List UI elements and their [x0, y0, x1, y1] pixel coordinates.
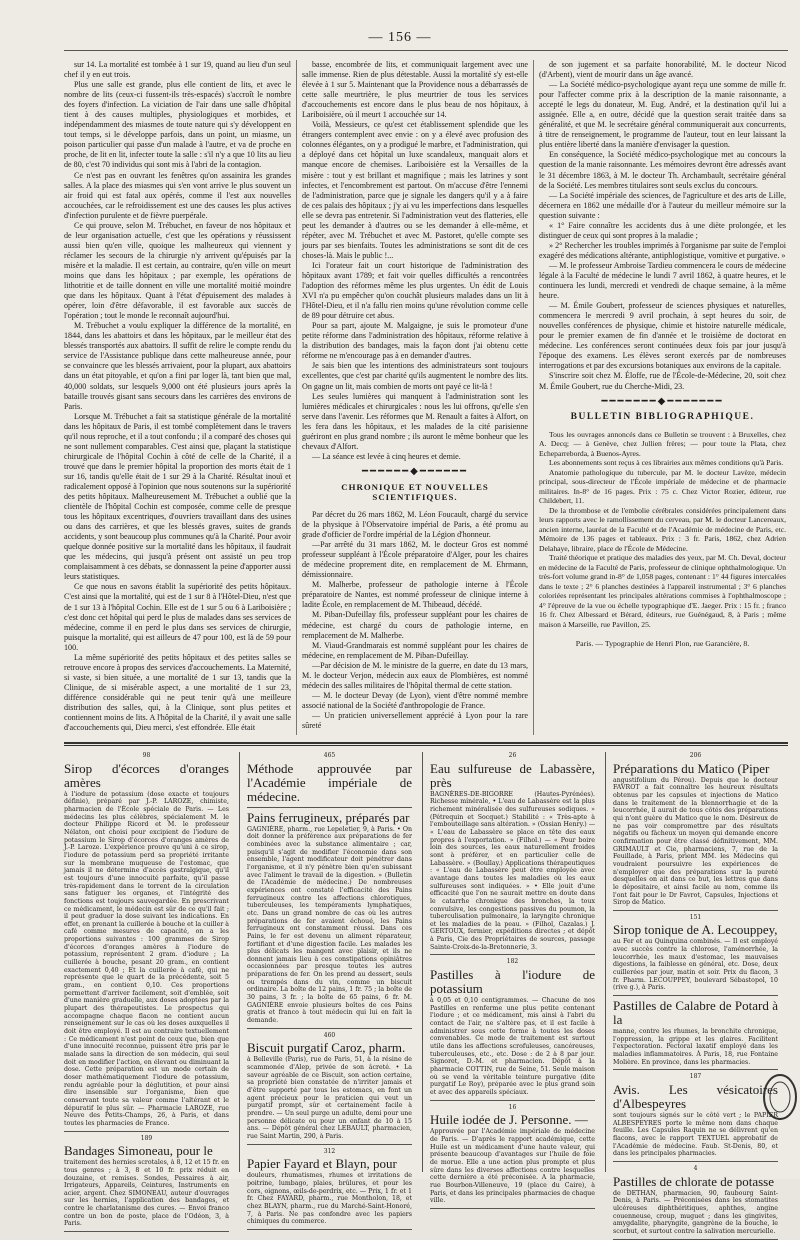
- ad-title: Eau sulfureuse de Labassère, près: [430, 760, 595, 790]
- column-divider: [296, 60, 297, 735]
- ads-divider: [422, 752, 423, 1172]
- ad-body: manne, contre les rhumes, la bronchite chronique, l'oppression, la grippe et les glaires. Facilitent l'expectoration. Pectoral laxatif employé dans les maladies inflammatoires. À Paris, 18, rue Fontaine Molière. En province, dans les pharmacies.: [613, 1028, 778, 1066]
- article-paragraph: — La séance est levée à cinq heures et demie.: [312, 451, 461, 461]
- ad-body: sont toujours signés sur le côté vert ; le PAPIER ALBESPEYRES porte le même nom dans chaque feuille. Les Capsules Raquin ne se délivrent qu'en flacons, avec le rapport TEXTUEL approbatif de l'Académie de médecine. Faub. St-Denis, 80, et dans les principales pharmacies.: [613, 1112, 778, 1158]
- ad-number: 465: [323, 752, 336, 759]
- news-item: — La Société médico-psychologique ayant reçu une somme de mille fr. pour l'affecter comme prix à la description de la manie raisonnante, a accepté le legs du donateur, M. Eug. André, et la destination qu'il lui a assignée. Elle a, en outre, décidé que la question serait traitée dans sa généralité, et que M. le secrétaire général communiquerait aux concurrents, à titre de renseignement, le programme de l'auteur, tout en leur laissant la plus entière liberté dans la manière d'envisager la question.: [539, 80, 786, 150]
- ad-divider: [613, 1069, 778, 1070]
- advertisement: [64, 752, 229, 1132]
- biblio-heading: BULLETIN BIBLIOGRAPHIQUE.: [570, 411, 755, 422]
- advertisement: [613, 1073, 778, 1162]
- ad-divider: [64, 1131, 229, 1132]
- advertisement: [247, 1148, 412, 1230]
- biblio-entry: De la thrombose et de l'embolie cérébrales considérées principalement dans leurs rapports avec le ramollissement du cerveau, par M. le docteur Lancereaux, ancien interne, lauréat de la Faculté et de l'Académie de médecine de Paris, etc. Mémoire de 136 pages et tableaux. Prix : 3 fr. Paris, 1862, chez Adrien Delahaye, libraire, place de l'École de Médecine.: [539, 505, 786, 553]
- news-item: M. Malherbe, professeur de pathologie interne à l'École préparatoire de Nantes, est nommé professeur de clinique interne à ladite École, en remplacement de M. Thibeaud, décédé.: [302, 580, 528, 610]
- news-item: — Un praticien universellement apprécié à Lyon pour la rare sûreté: [302, 710, 528, 730]
- biblio-entry: Les abonnements sont reçus à ces librairies aux mêmes conditions qu'à Paris.: [549, 458, 784, 468]
- ad-divider: [613, 1161, 778, 1162]
- ad-divider: [247, 1028, 412, 1029]
- ad-number: 187: [689, 1073, 702, 1081]
- advertisement: [247, 1032, 412, 1145]
- ad-body: BAGNÈRES-DE-BIGORRE (Hautes-Pyrénées). Richesse minérale, • L'eau de Labassère est la plus richement minéralisée des sulfureuses sodiques. » (Pétrequin et Socquet.) Stabilité : « Très-apte à l'embouteillage sans altération. » (Ossian Henry.) — « L'eau de Labassère se place en tête des eaux propres à l'exportation. » (Filhol.) — « Pour boire loin des sources, les eaux naturellement froides sont à préférer, et en particulier celle de Labassère. » (Boullay.) Applications thérapeutiques : « L'eau de Labassère peut être employée avec avantage dans toutes les maladies où les eaux sulfureuses sont indiquées. » • Elle jouit d'une efficacité que l'on ne saurait mettre en doute dans le catarrhe chronique des bronches, la toux convulsive, les congestions passives du poumon, la tuberculisation pulmonaire, la laryngite chronique et les maladies de la peau. » (Filhol, Cazalas.) J. GERTOUX, fermier, expéditions directes ; et dépôt à Paris, Cie des Propriétaires de sources, passage Sainte-Croix-de-la-Bretonnerie, 3.: [430, 790, 595, 951]
- article-column-3: [539, 60, 786, 735]
- ad-divider: [247, 807, 412, 808]
- ad-number: 189: [140, 1134, 153, 1142]
- biblio-entry: Traité théorique et pratique des maladies des yeux, par M. Ch. Deval, docteur en médecine de la Faculté de Paris, professeur de clinique ophthalmologique. Un très-fort volume grand in-8° de 1,058 pages, contenant : 1° 44 figures intercalées dans le texte ; 2° 6 planches destinées à l'appareil instrumental ; 3° 6 planches coloriées représentant les principales altérations commises à l'ophthalmoscope ; 4° l'épreuve de la vue ou échelle typographique d'E. Jaeger. Prix : 15 fr. ; franco 16 fr. Chez Albessard et Bérard, éditeurs, rue Guénégaud, 8, à Paris ; même maison à Marseille, rue Pavillon, 25.: [539, 553, 786, 629]
- news-item: Par décret du 26 mars 1862, M. Léon Foucault, chargé du service de la physique à l'Observatoire impérial de Paris, a été promu au grade d'officier de l'ordre impérial de la Légion d'honneur.: [302, 510, 528, 540]
- article-paragraph: Ici l'orateur fait un court historique de l'administration des hôpitaux avant 1789; et fait voir quelles difficultés a rencontrées l'adoption des réformes même les plus urgentes. Un édit de Louis XVI n'a pu empêcher qu'on couchât plusieurs malades dans un lit à l'Hôtel-Dieu, et il n'a fallu rien moins qu'une révolution comme celle de 89 pour détruire cet abus.: [302, 260, 528, 321]
- article-paragraph: La même supériorité des petits hôpitaux et des petites salles se retrouve encore à propos des services d'accouchements. La Maternité, si vaste, si bien située, a une mortalité de 1 sur 13, tandis que la Clinique, de si misérable aspect, a une mortalité de 1 sur 23, différence considérable qui ne peut tenir qu'à une meilleure distribution des salles, qui, à la Clinique, sont plus petites et contiennent moins de lits. A l'hôpital de la Charité, il y avait une salle d'accouchements qui, Dieu merci, s'est effondrée. Elle était: [64, 652, 291, 733]
- ad-number: 182: [506, 958, 519, 966]
- news-item: « 1° Faire connaître les accidents dus à une diète prolongée, et les distinguer de ceux qui sont propres à la maladie ;: [539, 220, 786, 240]
- article-paragraph: sur 14. La mortalité est tombée à 1 sur 19, quand au lieu d'un seul chef il y en eut trois.: [64, 60, 291, 80]
- ads-top-rule-thin: [64, 745, 788, 746]
- ad-title: Préparations du Matico (Piper: [613, 760, 770, 776]
- news-item: » 2° Rechercher les troubles imprimés à l'organisme par suite de l'emploi exagéré des médications altérante, antiphlogistique, vomitive et purgative. »: [539, 240, 786, 260]
- ad-number: 26: [508, 752, 517, 759]
- library-stamp-icon: [758, 1072, 798, 1122]
- advertisement: [613, 1165, 778, 1240]
- ad-title: Avis. Les vésicatoires d'Albespeyres: [613, 1082, 778, 1111]
- biblio-entry: Tous les ouvrages annoncés dans ce Bulletin se trouvent : à Bruxelles, chez A. Decq; — à Genève, chez Jullien frères; — pour toute la Plata, chez Echeparreborda, à Buenos-Ayres.: [539, 429, 786, 458]
- ad-title: Huile iodée de J. Personne. —: [430, 1112, 588, 1128]
- printer-imprint: Paris. — Typographie de Henri Plon, rue Garancière, 8.: [575, 639, 750, 649]
- advertisement: [247, 811, 412, 1029]
- ad-title: Papier Fayard et Blayn, pour: [247, 1156, 397, 1172]
- advertisement: [247, 752, 412, 808]
- ad-divider: [247, 1229, 412, 1230]
- ads-divider: [239, 752, 240, 1172]
- article-column-2: [302, 60, 528, 735]
- news-item: — M. Émile Goubert, professeur de sciences physiques et naturelles, commencera le mercredi 9 avril prochain, à sept heures du soir, de nouvelles conférences de physique, chimie et histoire naturelle médicale, pour le premier examen de fin d'année et le troisième de doctorat en médecine. Les conférences seront continuées deux fois par jour jusqu'à l'époque des examens. Les élèves seront exercés par de nombreuses interrogations et par des excursions botaniques aux environs de la capitale.: [539, 301, 786, 371]
- ad-title: Pastilles de chlorate de potasse: [613, 1173, 775, 1189]
- ad-body: Approuvée par l'Académie impériale de médecine de Paris. — D'après le rapport académique, cette Huile est un médicament d'une haute valeur, qui présente beaucoup d'avantages sur l'huile de foie de morue. Elle a une action plus prompte et plus sûre dans les diverses affections contre lesquelles cette dernière a été préconisée. A la pharmacie, rue Bourbon-Villeneuve, 19 (place du Caire), à Paris, et dans les principales pharmacies de chaque ville.: [430, 1128, 595, 1205]
- ad-title: Sirop d'écorces d'oranges amères: [64, 760, 229, 790]
- ads-top-rule: [64, 742, 788, 744]
- ad-divider: [430, 954, 595, 955]
- page-number: — 156 —: [368, 30, 432, 45]
- ad-body: à Belleville (Paris), rue de Paris, 51, à la résine de scammonée d'Alep, privée de son âcreté. • La saveur agréable de ce Biscuit, son action certaine, sa propriété bien constatée de n'irriter jamais et d'être supporté par tous les estomacs, en font un agent précieux pour le praticien qui veut un purgatif prompt, sûr et certainement facile à prendre. — Un seul purge un adulte, demi pour une personne délicate ou pour un enfant de 10 à 15 ans. — Dépôt général chez LEBAULT, pharmacien, rue Saint Martin, 290, à Paris.: [247, 1056, 412, 1140]
- ad-number: 312: [323, 1147, 336, 1155]
- advertisement: [430, 958, 595, 1100]
- ad-number: 16: [508, 1103, 517, 1111]
- ads-column-1: [64, 752, 229, 1228]
- news-item: — M. le professeur Ambroise Tardieu commencera le cours de médecine légale à la Faculté de médecine le lundi 7 avril 1862, à quatre heures, et le continuera les lundi, mercredi et vendredi de chaque semaine, à la même heure.: [539, 260, 786, 301]
- ad-body: angustifolium du Pérou). Depuis que le docteur FAVROT a fait connaître les heureux résultats obtenus par les capsules et injections de Matico dans le traitement de la blennorrhagie et de la leucorrhée, il aurait de tous côtés des préparations qui n'ont guère du Matico que le nom. Désireux de ne pas voir compromettre par des résultats négatifs ou fâcheux un moyen qui demande encore confirmation pour être classé définitivement, MM. GRIMAULT et Cie, pharmaciens, 7, rue de la Feuillade, à Paris, prient MM. les Médecins qui voudraient poursuivre les expériences de n'employer que des préparations sur la pureté desquelles on ait dans ce but, les lettres que dans le dépositaire, et ainsi facile au nom, comme ils l'ont fait pour le Dr Favrot, Capsules, Injections et Sirop de Matico.: [613, 776, 778, 907]
- ads-column-2: [247, 752, 412, 1226]
- ad-number: 151: [689, 913, 702, 921]
- ads-divider: [605, 752, 606, 1172]
- article-paragraph: Voilà, Messieurs, ce qu'est cet établissement splendide que les étrangers contemplent avec envie : on y a élevé avec profusion des colonnes élégantes, on y a prodigué le marbre, et l'administration, qui a déployé dans cet hôpital un luxe scandaleux, manquait alors et manque encore de chemises. Lariboisière est la Versailles de la misère : tout y est brillant et magnifique ; mais les latrines y sont infectes, et l'encombrement est partout. On m'accuse d'être l'ennemi de l'administration, parce que je signale les dangers qu'il y a à faire de ces palais des hôpitaux ; j'y ai vu les imperfections dans lesquelles elle se devra pas entretenir. Si l'administration veut des flatteries, elle peut les demander à d'autres ou se les demander à elle-même, et répéter, avec M. Trébuchet et avec M. Pastoret, qu'elle compte ses jours par ses bienfaits. Toutes les administrations se sont dit de ces choses-là. Mais le public !...: [302, 120, 528, 260]
- news-item: — La Société impériale des sciences, de l'agriculture et des arts de Lille, décernera en 1862 une médaille d'or à l'auteur du meilleur mémoire sur la question suivante :: [539, 190, 786, 220]
- ad-title: Biscuit purgatif Caroz, pharm.: [247, 1040, 406, 1056]
- article-paragraph: Lorsque M. Trébuchet a fait sa statistique générale de la mortalité dans les hôpitaux de Paris, il est tombé complètement dans le travers qu'il nous reproche, et il a tout confondu ; il a comparé des choses qui ne sont nullement comparables. C'est ainsi que, plaçant la statistique chirurgicale de l'hôpital Cochin à côté de celle de la Charité, il a trouvé que dans le premier hôpital la proportion des morts était de 1 sur 16, tandis qu'elle était de 1 sur 29 à la Charité. Résultat inouï et radicalement opposé à l'opinion que nous soutenons sur la supériorité des petits hôpitaux. Malheureusement M. Trébuchet a oublié que la clientèle de l'hôpital Cochin est composée, comme celle de presque tous les hôpitaux excentriques, d'ouvriers travaillant dans des usines ou dans des carrières, et que les blessés graves, suites de grands accidents, y sont beaucoup plus communes qu'à la Charité. Pour avoir quelque donnée positive sur la mortalité dans les hôpitaux, il faudrait que les médecins, qui jusqu'à présent ont assisté un peu trop complaisamment à ces débats, se donnassent la peine d'apporter aussi leurs statistiques.: [64, 411, 291, 582]
- article-paragraph: M. Trébuchet a voulu expliquer la différence de la mortalité, en 1844, dans les abattoirs et dans les hôpitaux, par le meilleur état des blessés transportés aux abattoirs. Il suffit de relire le compte rendu du service de l'Assistance publique dans cette malheureuse année, pour se convaincre que les blessés arrivaient, pour la plupart, aux abattoirs dans un état pitoyable, et qu'on a fini par loger là, tant bien que mal, 40,000 soldats, sur lesquels 9,000 ont été plusieurs jours après la bataille trouvés gisant sans secours dans les carrières des environs de Paris.: [64, 321, 291, 411]
- advertisement: [430, 752, 595, 955]
- ad-divider: [64, 1231, 229, 1232]
- ad-divider: [613, 1239, 778, 1240]
- ad-title: Sirop tonique de A. Lecouppey,: [613, 922, 778, 938]
- advertisement: [613, 752, 778, 911]
- ad-divider: [430, 1208, 595, 1209]
- ad-title: Pastilles de Calabre de Potard à la: [613, 998, 778, 1028]
- ad-number: 98: [142, 752, 151, 759]
- article-paragraph: Plus une salle est grande, plus elle contient de lits, et avec le nombre de lits (ceux-ci fussent-ils très-espacés) s'accroît le nombre des foyers d'infection. La viciation de l'air dans une salle d'hôpital tient à des causes multiples, physiologiques et morbides, et indépendamment des miasmes de toute nature qui s'y développent en tout temps, si le développe parfois, dans un point, un miasme, un poison particulier qui passe d'un malade à l'autre, et va de proche en proche, de lit en lit, infecter toute la salle : s'il n'y a que 10 lits au lieu de 80, c'est 70 individus qui sont mis à l'abri de la contagion.: [64, 80, 291, 170]
- column-divider: [533, 60, 534, 735]
- article-paragraph: Je sais bien que les intentions des administrateurs sont toujours excellentes, que c'est par charité qu'ils augmentent le nombre des lits. On gagne un lit, mais combien de morts ont payé ce lit-là !: [302, 361, 528, 391]
- biblio-entry: Anatomie pathologique du tubercule, par M. le docteur Lavèze, médecin principal, sous-directeur de l'École impériale de médecine et de pharmacie militaires. In-8° de 16 pages. Prix : 75 c. Chez Victor Rozier, éditeur, rue Childebert, 11.: [539, 467, 786, 506]
- article-paragraph: Ce que nous en savons établit la supériorité des petits hôpitaux. C'est ainsi que la mortalité, qui est de 1 sur 8 à l'Hôtel-Dieu, n'est que de 1 sur 13 à l'hôpital Cochin. Elle est de 1 sur 5 ou 6 à Lariboisière ; c'est donc cet hôpital qui perd le plus de malades dans ses services de médecine, comme il en perd le plus dans ses services de chirurgie, puisque la mortalité, qui est ailleurs de 47 pour 100, est là de 59 pour 100.: [64, 582, 291, 652]
- article-column-1: [64, 60, 291, 735]
- article-paragraph: basse, encombrée de lits, et communiquait largement avec une salle immense. Rien de plus détestable. Aussi la mortalité s'y est-elle élevée à 1 sur 5. Maintenant que la Providence nous a débarrassés de cette salle meurtrière, le plus meurtrier de tous les services d'accouchements est encore dans le plus beau de nos hôpitaux, à Lariboisière, où il meurt 1 accouchée sur 14.: [302, 60, 528, 120]
- ad-divider: [247, 1144, 412, 1145]
- ad-title: Bandages Simoneau, pour le: [64, 1143, 213, 1159]
- ad-body: traitement des hernies scrotales, à 8, 12 et 15 fr. en tous genres ; à 3, 8 et 10 fr. prix réduit en douzaine, et remises. Sondes, Pessaires à air, Irrigateurs, Appareils, Ceintures, Instruments en acier, argent. Chez SIMONEAU, auteur d'ouvrages sur les hernies, l'application des bandages, et contre le charlatanisme des cures. — Envoi franco contre un bon de poste, place de l'Odéon, 3, à Paris.: [64, 1159, 229, 1228]
- ad-body: à l'iodure de potassium (dose exacte et toujours définie), préparé par J.-P. LAROZE, chimiste, pharmacien de l'École spéciale de Paris. — Les médecins les plus célèbres, spécialement M. le docteur Philippe Ricord et M. le professeur Nélaton, ont choisi pour excipient de l'iodure de potassium le Sirop d'écorces d'oranges amères de J.-P. Laroze. L'expérience prouve qu'uni à ce sirop, l'iodure de potassium perd sa propriété irritante sur la membrane muqueuse de l'estomac, que jamais il ne détermine d'accès gastralgique, qu'il est toujours d'une innocuité parfaite, qu'il passe très-rapidement dans le torrent de la circulation sans fatiguer les organes, et l'intégrité des fonctions est toujours sauvegardée. En prescrivant ce médicament, le médecin est sûr de ce qu'il fait ; il peut graduer la dose suivant les indications. En effet, en prenant la cuillerée à bouche et la cuiller à café comme mesures de capacité, on a les proportions suivantes : 100 grammes de Sirop d'écorces d'oranges amères à l'iodure de potassium, représentent 2 gram. d'iodure ; La cuillerée à bouche, pesant 20 gram., en contient exactement 0,40 ; Et la cuillerée à café, qui ne représente que le quart de la précédente, soit 5 gram., en contient 0,10. Ces proportions permettent d'arriver facilement, soit d'emblée, soit d'une manière graduelle, aux doses adoptées par la plupart des thérapeutistes. Le prospectus qui accompagne chaque flacon ne contient aucun renseignement sur le cas où les doses auxquelles il doit être employé. Il est au contraire textuellement : Ce médicament n'est point de ceux que, bien que d'une innocuité reconnue, puissent être pris par le malade sans la direction de son médecin, qui seul doit en modifier l'action, en élevant ou diminuant la dose. Cette préparation est un mode certain de doser mathématiquement l'iodure de potassium, rendu agréable pour la déglutition, et pour ainsi dire insensible sur l'organisme, bien que conservant toute sa valeur comme l'altérant et le dépuratif le plus sûr. — Pharmacie LAROZE, rue Neuve des Petits-Champs, 26, à Paris, et dans toutes les pharmacies de France.: [64, 790, 229, 1127]
- section-ornament: ━━━━━━━◆━━━━━━━: [601, 395, 724, 407]
- advertisement: [64, 1135, 229, 1233]
- ad-number: 4: [693, 1164, 698, 1172]
- ads-column-3: [430, 752, 595, 1205]
- news-item: de son jugement et sa parfaite honorabilité, M. le docteur Nicod (d'Arbent), vient de mourir dans un âge avancé.: [539, 60, 786, 80]
- ad-number: 206: [689, 752, 702, 759]
- ad-divider: [613, 910, 778, 911]
- chronique-heading: CHRONIQUE ET NOUVELLES SCIENTIFIQUES.: [341, 481, 489, 502]
- news-item: —Par décision de M. le ministre de la guerre, en date du 13 mars, M. le docteur Verjon, médecin aux eaux de Plombières, est nommé médecin des salles militaires de l'hôpital thermal de cette station.: [302, 660, 528, 690]
- news-item: M. Piban-Dufeillay fils, professeur suppléant pour les chaires de médecine, est chargé du cours de pathologie interne, en remplacement de M. Malherbe.: [302, 610, 528, 640]
- ad-title: Méthode approuvée par l'Académie impériale de médecine.: [247, 760, 412, 804]
- advertisement: [613, 914, 778, 996]
- article-paragraph: Ce qui prouve, selon M. Trébuchet, en faveur de nos hôpitaux et de leur organisation actuelle, c'est que les opérations y réussissent aussi bien qu'en ville, quoique les malheureux qui viennent y réclamer les secours de la chirurgie n'y arrivent qu'épuisés par la misère et la maladie. Il est certain, au contraire, qu'en ville on meurt moins que dans les hôpitaux ; par exemple, les opérations de lithotritie et de taille donnent en ville une mortalité moitié moindre que dans les hôpitaux. Quant à l'état d'épuisement des malades à opérer, loin d'être défavorable, il est favorable aux succès de l'opération ; tout le monde le reconnaît aujourd'hui.: [64, 220, 291, 321]
- ad-body: GAGNIÈRE, pharm., rue Lepeletier, 9, à Paris. • On doit donner la préférence aux préparations de fer combinées avec la substance alimentaire ; car, puisqu'il s'agit de modifier l'économie dans son ensemble, l'agent modificateur doit pénétrer dans l'organisme, et il n'y pénètre bien qu'en subissant avec l'aliment le travail de la digestion. » (Bulletin de l'Académie de médecine.) De nombreuses expériences ont constaté l'efficacité des Pains ferrugineux contre les affections chlorotiques, tuberculeuses, les tempéraments lymphatiques, etc. Dans un grand nombre de cas où les autres préparations de fer avaient échoué, les Pains ferrugineux ont constamment réussi. Dans ces Pains, le fer est devenu un aliment réparateur, fortifiant et d'une digestion facile. Les malades les plus délicats les mangent avec plaisir, et ils ne donnent jamais lieu à ces constipations opiniâtres occasionnées par presque toutes les autres préparations de fer. On les prend au dessert, seuls ou trempés dans du vin, comme un biscuit ordinaire. La boîte de 12 pains, 1 fr. 75 ; la boîte de 30 pains, 3 fr. ; la boîte de 65 pains, 6 fr. M. GAGNIÈRE envoie plusieurs boîtes de ces Pains gratis et franco à tout médecin qui lui en fait la demande.: [247, 825, 412, 1025]
- ad-title: Pains ferrugineux, préparés par: [247, 809, 410, 825]
- section-ornament: ━━━━━━◆━━━━━━: [362, 465, 468, 477]
- article-paragraph: Ce n'est pas en ouvrant les fenêtres qu'on assainira les grandes salles. A la place des miasmes qui s'en vont arrive le plus souvent un air froid qui est fatal aux opérés, comme il l'est aux nouvelles accouchées, car le refroidissement est une des causes les plus actives d'infection purulente et de fièvre puerpérale.: [64, 170, 291, 220]
- news-item: M. Viaud-Grandmarais est nommé suppléant pour les chaires de médecine, en remplacement de M. Piban-Dufeillay.: [302, 640, 528, 660]
- news-item: S'inscrire soit chez M. Éloffe, rue de l'École-de-Médecine, 20, soit chez M. Émile Goubert, rue du Cherche-Midi, 23.: [539, 371, 786, 391]
- ad-body: douleurs, rhumatismes, rhumes et irritations de poitrine, lumbago, plaies, brûlures, et pour les cors, oignons, œils-de-perdrix, etc. — Prix, 1 fr. et 1 fr. Chez FAYARD, pharm., rue Montholon, 18, et chez BLAYN, pharm., rue du Marché-Saint-Honoré, 7, à Paris. Ne pas confondre avec les papiers chimiques du commerce.: [247, 1172, 412, 1226]
- top-rule: [64, 50, 788, 51]
- advertisement: [613, 999, 778, 1070]
- ad-body: au Fer et au Quinquina combinés. — Il est employé avec succès contre la chlorose, l'aménorrhée, la leucorrhée, les maux d'estomac, les mauvaises digestions, la faiblesse en général, etc. Dose, deux cuillerées par jour, matin et soir. Prix du flacon, 3 fr. Pharm. LECOUPPEY, boulevard Sébastopol, 10 (rive g.), à Paris.: [613, 938, 778, 992]
- ad-number: 460: [323, 1031, 336, 1039]
- ad-divider: [613, 995, 778, 996]
- news-item: En conséquence, la Société médico-psychologique met au concours la question de la manie raisonnante. Les mémoires devront être adressés avant le 31 décembre 1863, à M. le docteur Th. Archambault, secrétaire général de la Société. Les membres titulaires sont seuls exclus du concours.: [539, 150, 786, 190]
- news-item: —Par arrêté du 31 mars 1862, M. le docteur Gros est nommé professeur suppléant à l'École préparatoire d'Alger, pour les chaires de médecine proprement dite, en remplacement de M. Ehrmann, démissionnaire.: [302, 540, 528, 580]
- ads-column-4: [613, 752, 778, 1235]
- ad-divider: [430, 1100, 595, 1101]
- news-item: — M. le docteur Devay (de Lyon), vient d'être nommé membre associé national de la Société d'anthropologie de France.: [302, 690, 528, 710]
- ad-body: de DETHAN, pharmacien, 90, faubourg Saint-Denis, à Paris. — Préconisées dans les stomatites ulcéreuses diphthéritiques, aphthes, angine couenneuse, croup, muguet ; dans les gingivites, amygdalite, pharyngite, gangrène de la bouche, le scorbut, et surtout contre la salivation mercurielle.: [613, 1189, 778, 1235]
- ad-body: à 0,05 et 0,10 centigrammes. — Chacune de nos Pastilles en renferme une plus petite contenant l'iodure ; et ce médicament, mis ainsi à l'abri du contact de l'air, ne s'altère pas, et il est facile à administrer sous cette forme à toutes les doses convenables. Ce mode de traitement est surtout utile dans les affections scrofuleuses, cancéreuses, tuberculeuses, etc., etc. Dose : de 2 à 8 par jour. Signoret, D.-M. et pharmacien. Dépôt à la pharmacie COTTIN, rue de Seine, 51. Seule maison où se vend la véritable teinture purgative (dite purgatif Le Roy), préparée avec le plus grand soin et avec des appareils spéciaux.: [430, 997, 595, 1096]
- ad-title: Pastilles à l'iodure de potassium: [430, 967, 595, 997]
- advertisement: [430, 1104, 595, 1209]
- article-paragraph: Pour sa part, ajoute M. Malgaigne, je suis le promoteur d'une petite réforme dans l'administration des hôpitaux, réforme relative à la distribution des bandages, mais la façon dont j'ai obtenu cette réforme ne m'encourage pas à en demander d'autres.: [302, 321, 528, 361]
- article-paragraph: Les seules lumières qui manquent à l'administration sont les lumières médicales et chirurgicales : nous les lui offrons, qu'elle s'en serve dans l'avenir. Les réformes que M. Renault a faites à Alfort, on les fera dans les hôpitaux, et les malades de la cité parisienne guériront en plus grand nombre ; ils auront le même bonheur que les chevaux d'Alfort.: [302, 391, 528, 451]
